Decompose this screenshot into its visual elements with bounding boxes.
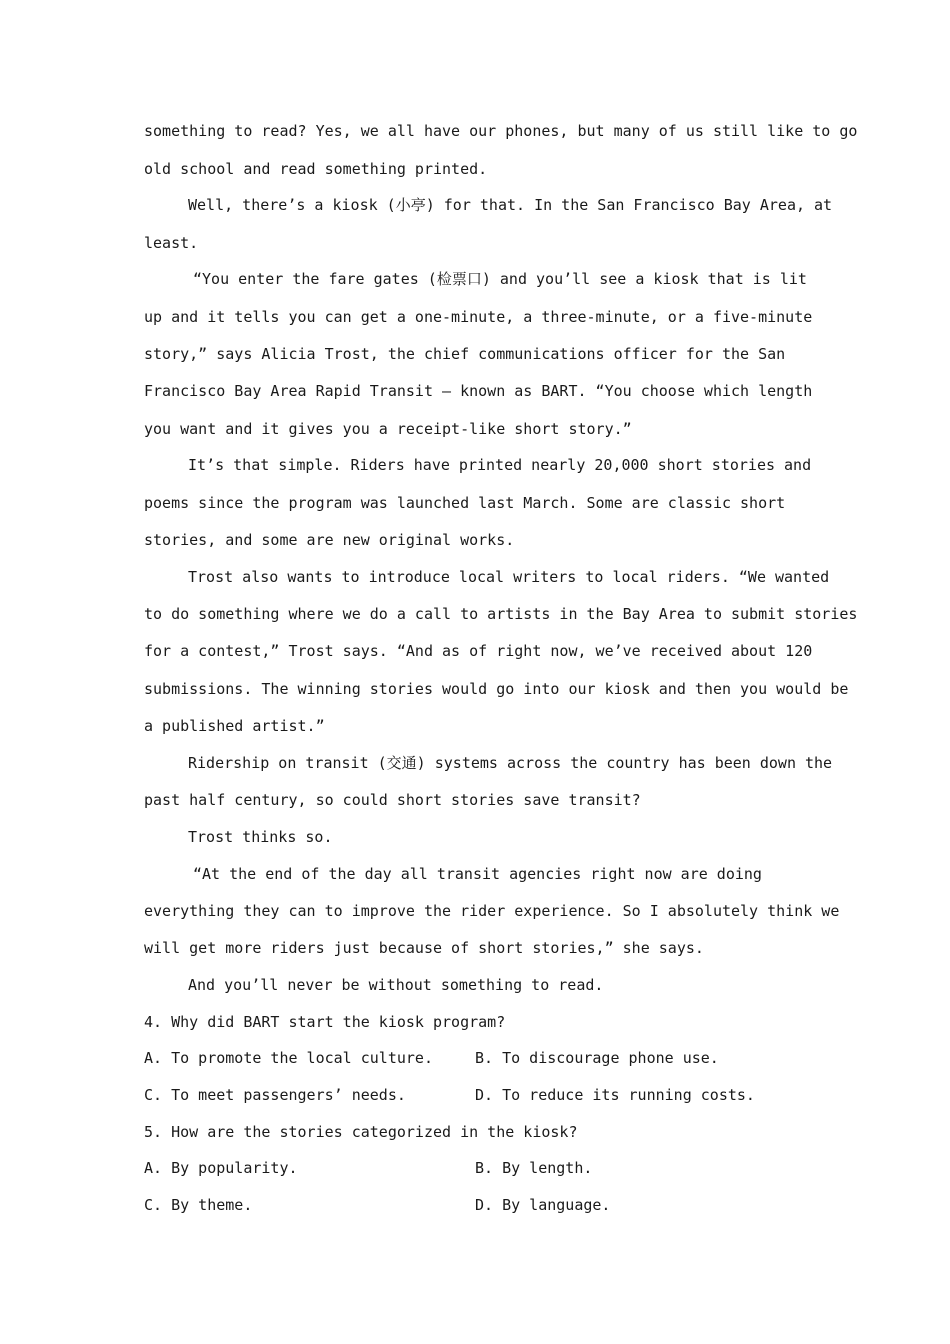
option-d: D. To reduce its running costs. [475,1086,755,1104]
passage-line: Trost also wants to introduce local writers to local riders. “We wanted [188,568,830,586]
option-b: B. To discourage phone use. [475,1049,719,1067]
option-c: C. By theme. [144,1196,253,1214]
passage-line: And you’ll never be without something to read. [188,976,604,994]
passage-line: least. [144,234,199,252]
passage-line: everything they can to improve the rider experience. So I absolutely think we [144,902,840,920]
passage-line: to do something where we do a call to artists in the Bay Area to submit stories [144,605,858,623]
option-c: C. To meet passengers’ needs. [144,1086,406,1104]
passage-line: up and it tells you can get a one-minute, a three-minute, or a five-minute [144,308,813,326]
question-stem: 4. Why did BART start the kiosk program? [144,1013,506,1031]
option-a: A. By popularity. [144,1159,298,1177]
passage-line: “You enter the fare gates (检票口) and you’ll see a kiosk that is lit [193,270,807,288]
passage-line: Francisco Bay Area Rapid Transit — known as BART. “You choose which length [144,382,813,400]
passage-line: Ridership on transit (交通) systems across the country has been down the [188,754,833,772]
option-a: A. To promote the local culture. [144,1049,433,1067]
passage-line: It’s that simple. Riders have printed nearly 20,000 short stories and [188,456,812,474]
option-b: B. By length. [475,1159,593,1177]
passage-line: Trost thinks so. [188,828,333,846]
passage-line: submissions. The winning stories would go into our kiosk and then you would be [144,680,849,698]
passage-line: Well, there’s a kiosk (小亭) for that. In the San Francisco Bay Area, at [188,196,833,214]
option-d: D. By language. [475,1196,611,1214]
passage-line: story,” says Alicia Trost, the chief communications officer for the San [144,345,786,363]
passage-line: something to read? Yes, we all have our phones, but many of us still like to go [144,122,858,140]
passage-line: a published artist.” [144,717,325,735]
passage-line: “At the end of the day all transit agencies right now are doing [193,865,762,883]
passage-line: poems since the program was launched last March. Some are classic short [144,494,786,512]
passage-line: you want and it gives you a receipt-like short story.” [144,420,632,438]
passage-line: for a contest,” Trost says. “And as of right now, we’ve received about 120 [144,642,813,660]
passage-line: past half century, so could short stories save transit? [144,791,641,809]
passage-line: stories, and some are new original works. [144,531,515,549]
passage-line: old school and read something printed. [144,160,488,178]
passage-line: will get more riders just because of short stories,” she says. [144,939,704,957]
question-stem: 5. How are the stories categorized in the kiosk? [144,1123,578,1141]
